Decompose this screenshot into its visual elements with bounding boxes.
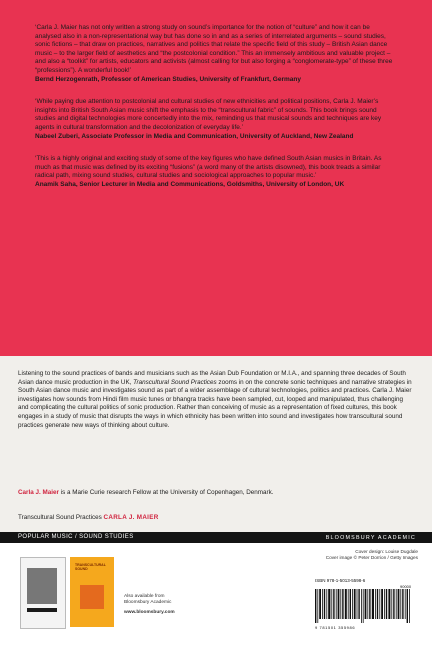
praise-quote [35, 155, 397, 189]
cover-graphic [80, 585, 104, 609]
cover-image [27, 568, 57, 604]
credit-design: Cover design: Louise Dugdale [355, 549, 418, 554]
barcode-bars [315, 589, 415, 623]
description-part-2: zooms in on the concrete sonic techniques and narrative strategies in South Asian dance music and investigates sound as part of a wider assemblage of cultural technologies, politics and practices. Carla J. Maier investigates how sounds from Hindi film music tunes or bhangra tracks have been sampled, cut, looped and manipulated, thus challenging and complicating the cultural politics of sonic production. Rather than conceiving of music as a representation of fixed cultures, this book engages in a study of music that disrupts the ways in which ethnicity has been written into sound and investigates how transcultural sound practices generate new ways of thinking about culture. [18, 378, 412, 429]
quote-attribution: Anamik Saha, Senior Lecturer in Media and Communications, Goldsmiths, University of London, UK [35, 180, 345, 188]
category-label: POPULAR MUSIC / SOUND STUDIES [18, 534, 134, 540]
author-bio-text: is a Marie Curie research Fellow at the University of Copenhagen, Denmark. [58, 489, 274, 496]
cover-title: TRANSCULTURAL SOUND [75, 563, 106, 571]
also-available-line: Bloomsbury Academic [124, 600, 172, 605]
tagline-title: Transcultural Sound Practices [18, 514, 102, 521]
also-available-line: Also available from [124, 594, 165, 599]
praise-quote [35, 24, 397, 84]
isbn-text: ISBN 978-1-5013-5598-6 [315, 578, 366, 583]
credit-image: Cover image © Peter Dorrion / Getty Images [325, 555, 418, 560]
description-part-1: Listening to the sound practices of bands and musicians such as the Asian Dub Foundation or M.I.A., and spanning three decades of South Asian dance music production in the UK, [18, 370, 406, 386]
publisher-website: www.bloomsbury.com [124, 610, 175, 615]
cover-credits [326, 549, 418, 561]
barcode-digits: 9 781501 355986 [315, 625, 356, 630]
also-available [124, 594, 204, 616]
publisher-label: BLOOMSBURY ACADEMIC [325, 534, 416, 541]
barcode [315, 589, 415, 630]
description-paragraph [18, 370, 414, 430]
quote-text: ‘This is a highly original and exciting study of some of the key figures who have defined South Asian musics in Britain. As much as that music was defined by its exciting “fusions” (a word many of the artists disowned), this book treads a similar radical path, mixing sound studies, cultural studies and sociological approaches to popular music.’ [35, 155, 382, 180]
title-tagline [18, 514, 159, 521]
quote-attribution: Bernd Herzogenrath, Professor of American Studies, University of Frankfurt, Germany [35, 75, 301, 83]
praise-list [35, 24, 397, 204]
cover-title-bar [27, 608, 57, 612]
related-book-cover [70, 557, 114, 627]
book-description [18, 370, 414, 430]
author-bio [18, 489, 414, 496]
description-book-title: Transcultural Sound Practices [133, 378, 217, 386]
quote-attribution: Nabeel Zuberi, Associate Professor in Media and Communication, University of Auckland, New Zealand [35, 132, 354, 140]
tagline-author: CARLA J. MAIER [103, 514, 159, 521]
bottom-strip [0, 543, 432, 648]
price-code: 90000 [400, 584, 412, 589]
category-band [0, 532, 432, 543]
praise-quote [35, 98, 397, 141]
related-book-cover [20, 557, 66, 629]
author-bio-name: Carla J. Maier [18, 489, 59, 496]
quote-text: ‘While paying due attention to postcolonial and cultural studies of new ethnicities and political positions, Carla J. Maier’s insights into British South Asian music shift the emphasis to the “transcultural fabric” of sounds. This book brings sound studies and digital technologies more concertedly into the mix, reminding us that musical sounds and techniques are key agents in cultural transformation and the decolonization of everyday life.’ [35, 98, 382, 131]
quote-text: ‘Carla J. Maier has not only written a strong study on sound’s importance for the notion of “culture” and how it can be analysed also in a non-representational way but has done so in and as a series of interrelated arguments – sound studies, sonic fictions – that draw on practices, narratives and politics that relate the specific field of this study – British Asian dance music – to the larger field of aesthetics and “the postcolonial condition.” This an immensely ambitious and valuable project – and also a “toolkit” for artists, educators and activists (almost calling for but also forging a “conglomerate-type” of these three “professions”). A wonderful book!’ [35, 24, 393, 74]
